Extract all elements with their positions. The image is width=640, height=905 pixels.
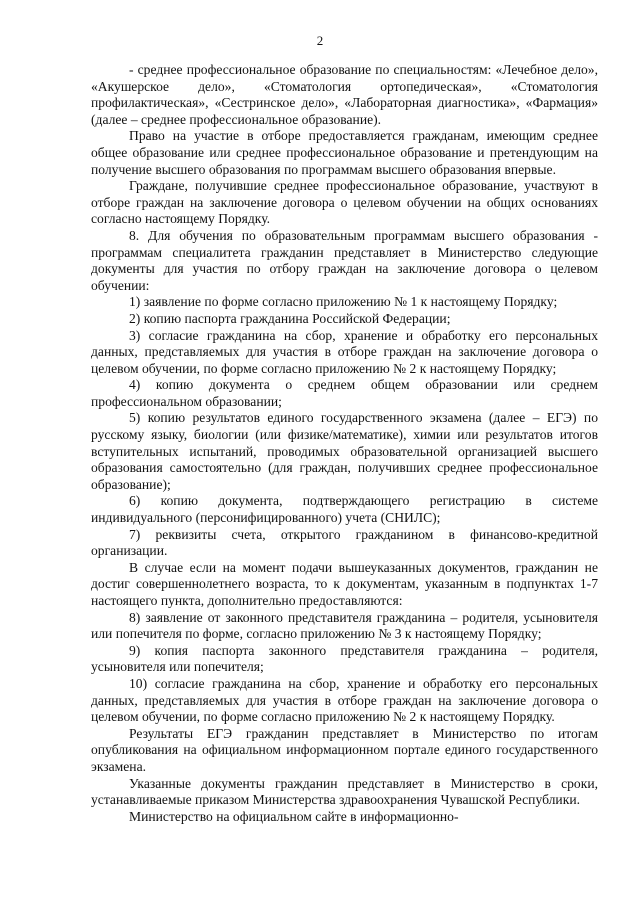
paragraph-submission-terms: Указанные документы гражданин представляет в Министерство в сроки, устанавливаемые приказом Министерства здравоохранения Чувашской Республики.	[91, 775, 598, 808]
list-item-4: 4) копию документа о среднем общем образовании или среднем профессиональном образовании;	[91, 377, 598, 409]
list-item-10: 10) согласие гражданина на сбор, хранение и обработку его персональных данных, представляемых для участия в отборе граждан на заключение договора о целевом обучении, по форме согласно приложению № 2 к настоящему Порядку.	[91, 675, 598, 725]
list-item-3: 3) согласие гражданина на сбор, хранение и обработку его персональных данных, представляемых для участия в отборе граждан на заключение договора о целевом обучении, по форме согласно приложению № 2 к настоящему Порядку;	[91, 327, 598, 376]
paragraph-ege-results: Результаты ЕГЭ гражданин представляет в Министерство по итогам опубликования на официальном информационном портале единого государственного экзамена.	[91, 725, 598, 774]
paragraph-clause-8: 8. Для обучения по образовательным программам высшего образования - программам специалитета гражданин представляет в Министерство следующие документы для участия по отбору граждан на заключение договора о целевом обучении:	[91, 227, 598, 293]
list-item-2: 2) копию паспорта гражданина Российской Федерации;	[129, 310, 451, 326]
list-item-7: 7) реквизиты счета, открытого гражданином в финансово-кредитной организации.	[91, 526, 598, 559]
list-item-6: 6) копию документа, подтверждающего регистрацию в системе индивидуального (персонифицированного) учета (СНИЛС);	[91, 493, 598, 526]
paragraph-ministry-website: Министерство на официальном сайте в информационно-	[129, 808, 459, 824]
list-item-9: 9) копия паспорта законного представителя гражданина – родителя, усыновителя или попечителя;	[91, 642, 598, 675]
list-item-8: 8) заявление от законного представителя гражданина – родителя, усыновителя или попечителя по форме, согласно приложению № 3 к настоящему Порядку;	[91, 609, 598, 642]
paragraph-minor-applicants: В случае если на момент подачи вышеуказанных документов, гражданин не достиг совершеннолетнего возраста, то к документам, указанным в подпунктах 1-7 настоящего пункта, дополнительно предоставляются:	[91, 559, 598, 608]
paragraph-spo-graduates: Граждане, получившие среднее профессиональное образование, участвуют в отборе граждан на заключение договора о целевом обучении на общих основаниях согласно настоящему Порядку.	[91, 178, 598, 227]
paragraph-specialties: - среднее профессиональное образование по специальностям: «Лечебное дело», «Акушерское дело», «Стоматология ортопедическая», «Стоматология профилактическая», «Сестринское дело», «Лабораторная диагностика», «Фармация» (далее – среднее профессиональное образование).	[91, 62, 598, 127]
list-item-5: 5) копию результатов единого государственного экзамена (далее – ЕГЭ) по русскому языку, биологии (или физике/математике), химии или результатов итогов вступительных испытаний, проводимых образовательной организацией высшего образования самостоятельно (для граждан, получивших среднее профессиональное образование);	[91, 410, 598, 492]
document-body	[91, 62, 598, 825]
paragraph-participation-right: Право на участие в отборе предоставляется гражданам, имеющим среднее общее образование или среднее профессиональное образование и претендующим на получение высшего образования по программам высшего образования впервые.	[91, 128, 598, 177]
page-number: 2	[316, 33, 324, 48]
list-item-1: 1) заявление по форме согласно приложению № 1 к настоящему Порядку;	[129, 294, 558, 310]
